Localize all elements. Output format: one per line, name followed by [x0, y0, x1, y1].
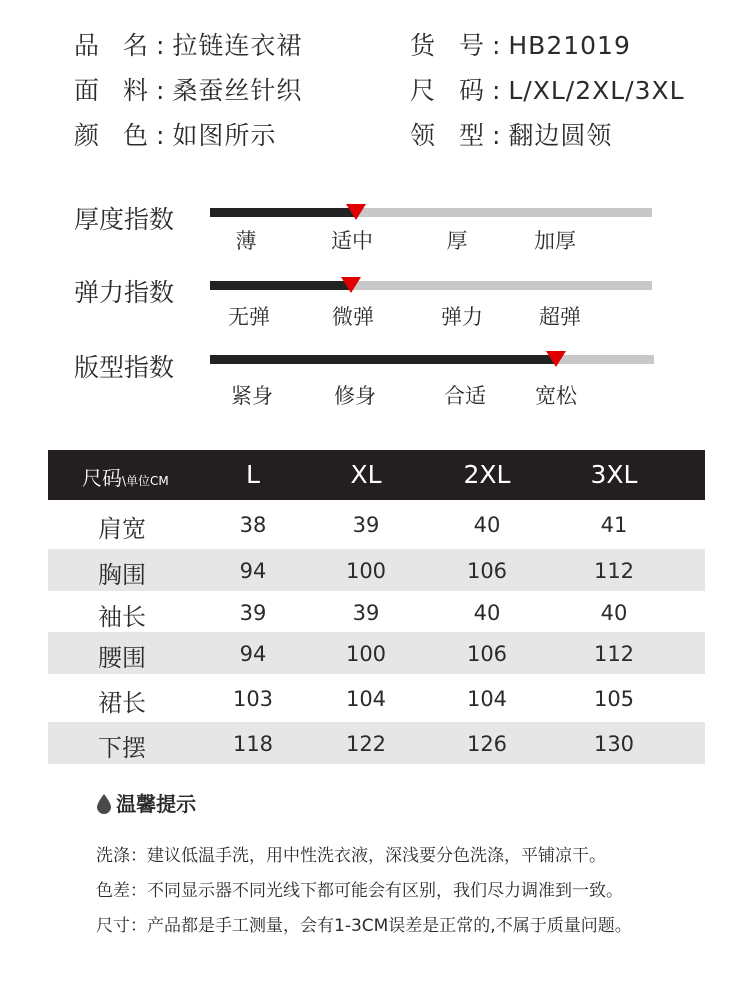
measure-value: 105	[593, 687, 635, 711]
spec-key: 货 号:	[410, 31, 509, 60]
spec-item	[74, 116, 276, 152]
index-label-thickness: 厚度指数	[74, 205, 175, 234]
measure-value: 130	[593, 732, 635, 756]
water-drop-icon	[97, 794, 111, 814]
tip-note-size: 尺寸：产品都是手工测量，会有1-3CM误差是正常的,不属于质量问题。	[96, 916, 632, 936]
size-header-main: 尺码	[82, 466, 122, 490]
spec-value: 桑蚕丝针织	[172, 76, 303, 105]
index-tick: 超弹	[539, 305, 581, 329]
spec-key: 尺 码:	[410, 76, 509, 105]
spec-key: 面 料:	[74, 76, 173, 105]
spec-item	[410, 71, 685, 107]
index-marker-icon	[546, 351, 566, 367]
spec-key: 领 型:	[410, 121, 509, 150]
measure-value: 94	[239, 559, 267, 583]
size-table-header	[48, 450, 705, 500]
index-marker-icon	[346, 204, 366, 220]
index-tick: 加厚	[534, 229, 576, 253]
measure-value: 41	[600, 513, 628, 537]
table-row	[48, 677, 705, 719]
measure-value: 104	[466, 687, 508, 711]
measure-value: 103	[232, 687, 274, 711]
index-bar-fit	[210, 355, 654, 364]
tip-note-color: 色差：不同显示器不同光线下都可能会有区别，我们尽力调准到一致。	[96, 881, 623, 901]
size-column-header: XL	[350, 460, 382, 489]
measure-value: 40	[600, 601, 628, 625]
size-header-unit: \单位CM	[122, 474, 169, 488]
table-row	[48, 549, 705, 591]
measure-value: 39	[352, 513, 380, 537]
measure-value: 39	[352, 601, 380, 625]
index-label-elasticity: 弹力指数	[74, 278, 175, 307]
size-column-header: 2XL	[463, 460, 511, 489]
measure-value: 122	[345, 732, 387, 756]
measure-name: 裙长	[98, 689, 146, 717]
measure-value: 94	[239, 642, 267, 666]
measure-name: 腰围	[98, 644, 146, 672]
table-row	[48, 722, 705, 764]
size-header-label	[82, 462, 169, 491]
spec-item	[74, 26, 302, 62]
tips-header	[97, 788, 196, 817]
spec-value: L/XL/2XL/3XL	[508, 76, 685, 105]
index-tick: 修身	[334, 384, 376, 408]
index-bar-thickness	[210, 208, 652, 217]
measure-value: 112	[593, 642, 635, 666]
spec-item	[410, 26, 631, 62]
index-marker-icon	[341, 277, 361, 293]
tip-note-wash: 洗涤：建议低温手洗，用中性洗衣液，深浅要分色洗涤，平铺凉干。	[96, 846, 606, 866]
measure-value: 40	[473, 513, 501, 537]
measure-value: 126	[466, 732, 508, 756]
spec-item	[410, 116, 612, 152]
index-tick: 宽松	[535, 384, 577, 408]
measure-value: 100	[345, 642, 387, 666]
index-tick: 适中	[331, 229, 373, 253]
index-tick: 合适	[444, 384, 486, 408]
measure-name: 胸围	[98, 561, 146, 589]
table-row	[48, 503, 705, 545]
index-tick: 弹力	[441, 305, 483, 329]
spec-value: 翻边圆领	[508, 121, 613, 150]
table-row	[48, 591, 705, 633]
measure-value: 100	[345, 559, 387, 583]
measure-name: 下摆	[98, 734, 146, 762]
spec-item	[74, 71, 302, 107]
measure-value: 104	[345, 687, 387, 711]
size-column-header: 3XL	[590, 460, 638, 489]
tips-title: 温馨提示	[116, 792, 197, 816]
spec-key: 品 名:	[74, 31, 173, 60]
index-tick: 微弹	[332, 305, 374, 329]
index-tick: 薄	[235, 229, 257, 253]
index-bar-fill	[210, 281, 351, 290]
measure-name: 袖长	[98, 603, 146, 631]
index-bar-fill	[210, 355, 556, 364]
measure-value: 38	[239, 513, 267, 537]
size-column-header: L	[246, 460, 260, 489]
measure-name: 肩宽	[98, 515, 146, 543]
measure-value: 118	[232, 732, 274, 756]
spec-value: 拉链连衣裙	[172, 31, 303, 60]
spec-value: 如图所示	[172, 121, 277, 150]
measure-value: 112	[593, 559, 635, 583]
index-tick: 无弹	[228, 305, 270, 329]
table-row	[48, 632, 705, 674]
measure-value: 39	[239, 601, 267, 625]
spec-key: 颜 色:	[74, 121, 173, 150]
measure-value: 106	[466, 559, 508, 583]
index-tick: 紧身	[231, 384, 273, 408]
measure-value: 106	[466, 642, 508, 666]
spec-value: HB21019	[508, 31, 631, 60]
index-tick: 厚	[446, 229, 468, 253]
index-bar-fill	[210, 208, 356, 217]
measure-value: 40	[473, 601, 501, 625]
index-label-fit: 版型指数	[74, 353, 175, 382]
index-bar-elasticity	[210, 281, 652, 290]
